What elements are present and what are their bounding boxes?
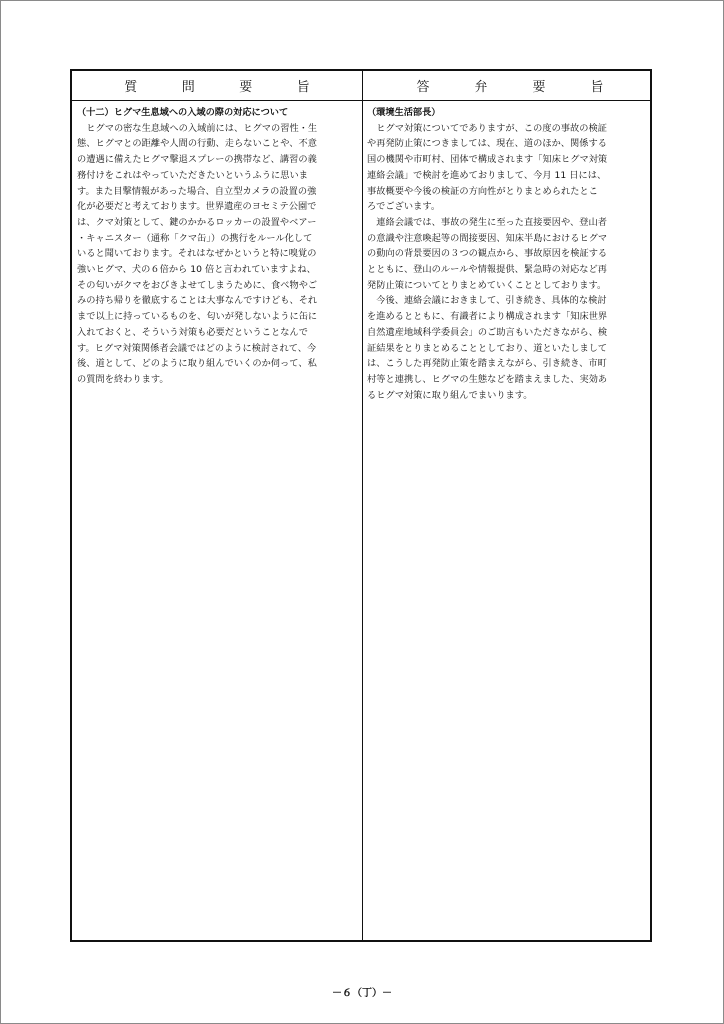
question-body xyxy=(77,121,358,388)
header-char: 質 xyxy=(124,80,138,95)
text-line: の遭遇に備えたヒグマ撃退スプレーの携帯など、講習の義 xyxy=(77,154,317,166)
question-title: （十二）ヒグマ生息域への入域の際の対応について xyxy=(77,107,289,118)
text-line: 発防止策についてとりまとめていくこととしております。 xyxy=(367,279,607,291)
text-line: は、クマ対策として、鍵のかかるロッカーの設置やベアー xyxy=(77,216,317,228)
text-line: その匂いがクマをおびきよせてしまうために、食べ物やご xyxy=(77,279,318,291)
question-cell xyxy=(77,105,358,388)
text-line: ろでございます。 xyxy=(367,201,441,213)
question-summary-header xyxy=(102,71,332,100)
text-line: や再発防止策につきましては、現在、道のほか、関係する xyxy=(367,138,607,150)
answer-summary-header xyxy=(394,71,626,100)
text-line: 務付けをこれはやっていただきたいというふうに思いま xyxy=(77,169,308,181)
text-line: す。また目撃情報があった場合、自立型カメラの設置の強 xyxy=(77,185,317,197)
header-char: 答 xyxy=(416,80,430,95)
text-line: ヒグマ対策についてでありますが、この度の事故の検証 xyxy=(367,122,607,134)
text-line: るヒグマ対策に取り組んでまいります。 xyxy=(367,389,533,401)
text-line: 証結果をとりまとめることとしており、道といたしまして xyxy=(367,342,608,354)
text-line: まで以上に持っているものを、匂いが発しないように缶に xyxy=(77,311,318,323)
text-line: は、こうした再発防止策を踏まえながら、引き続き、市町 xyxy=(367,358,607,370)
page-number: －６（丁）－ xyxy=(332,988,392,999)
text-line: 連絡会議」で検討を進めておりまして、今月 11 日には、 xyxy=(367,169,607,181)
answer-cell xyxy=(367,105,648,403)
text-line: 国の機関や市町村、団体で構成されます「知床ヒグマ対策 xyxy=(367,154,608,166)
text-line: ヒグマの密な生息域への入域前には、ヒグマの習性・生 xyxy=(77,122,318,134)
qa-table xyxy=(70,69,652,942)
text-line: 事故概要や今後の検証の方向性がとりまとめられたとこ xyxy=(367,185,598,197)
answer-title: （環境生活部長） xyxy=(367,107,441,118)
header-char: 要 xyxy=(239,80,253,95)
text-line: 強いヒグマ、犬の６倍から 10 倍と言われていますよね、 xyxy=(77,264,316,276)
text-line: 化が必要だと考えております。世界遺産のヨセミテ公園で xyxy=(77,201,317,213)
answer-body xyxy=(367,121,648,404)
header-char: 弁 xyxy=(474,80,488,95)
text-line: す。ヒグマ対策関係者会議ではどのように検討されて、今 xyxy=(77,342,317,354)
text-line: 入れておくと、そういう対策も必要だということなんで xyxy=(77,326,308,338)
text-line: いると聞いております。それはなぜかというと特に嗅覚の xyxy=(77,248,317,260)
text-line: 村等と連携し、ヒグマの生態などを踏まえました、実効あ xyxy=(367,373,608,385)
header-char: 旨 xyxy=(296,80,310,95)
text-line: 今後、連絡会議におきまして、引き続き、具体的な検討 xyxy=(367,295,607,307)
text-line: の意識や注意喚起等の間接要因、知床半島におけるヒグマ xyxy=(367,232,608,244)
table-header-row xyxy=(72,71,650,101)
header-char: 要 xyxy=(532,80,546,95)
text-line: 連絡会議では、事故の発生に至った直接要因や、登山者 xyxy=(367,216,607,228)
header-char: 旨 xyxy=(590,80,604,95)
text-line: ・キャニスター（通称「クマ缶」）の携行をルール化して xyxy=(77,232,313,244)
text-line: の動向の背景要因の３つの観点から、事故原因を検証する xyxy=(367,248,608,260)
text-line: 態、ヒグマとの距離や人間の行動、走らないことや、不意 xyxy=(77,138,317,150)
text-line: 後、道として、どのように取り組んでいくのか伺って、私 xyxy=(77,358,317,370)
text-line: みの持ち帰りを徹底することは大事なんですけども、それ xyxy=(77,295,318,307)
text-line: 自然遺産地域科学委員会」のご助言もいただきながら、検 xyxy=(367,326,608,338)
column-divider xyxy=(362,71,363,940)
text-line: を進めるとともに、有識者により構成されます「知床世界 xyxy=(367,311,608,323)
header-char: 問 xyxy=(181,80,195,95)
text-line: の質問を終わります。 xyxy=(77,373,169,385)
text-line: とともに、登山のルールや情報提供、緊急時の対応など再 xyxy=(367,264,607,276)
